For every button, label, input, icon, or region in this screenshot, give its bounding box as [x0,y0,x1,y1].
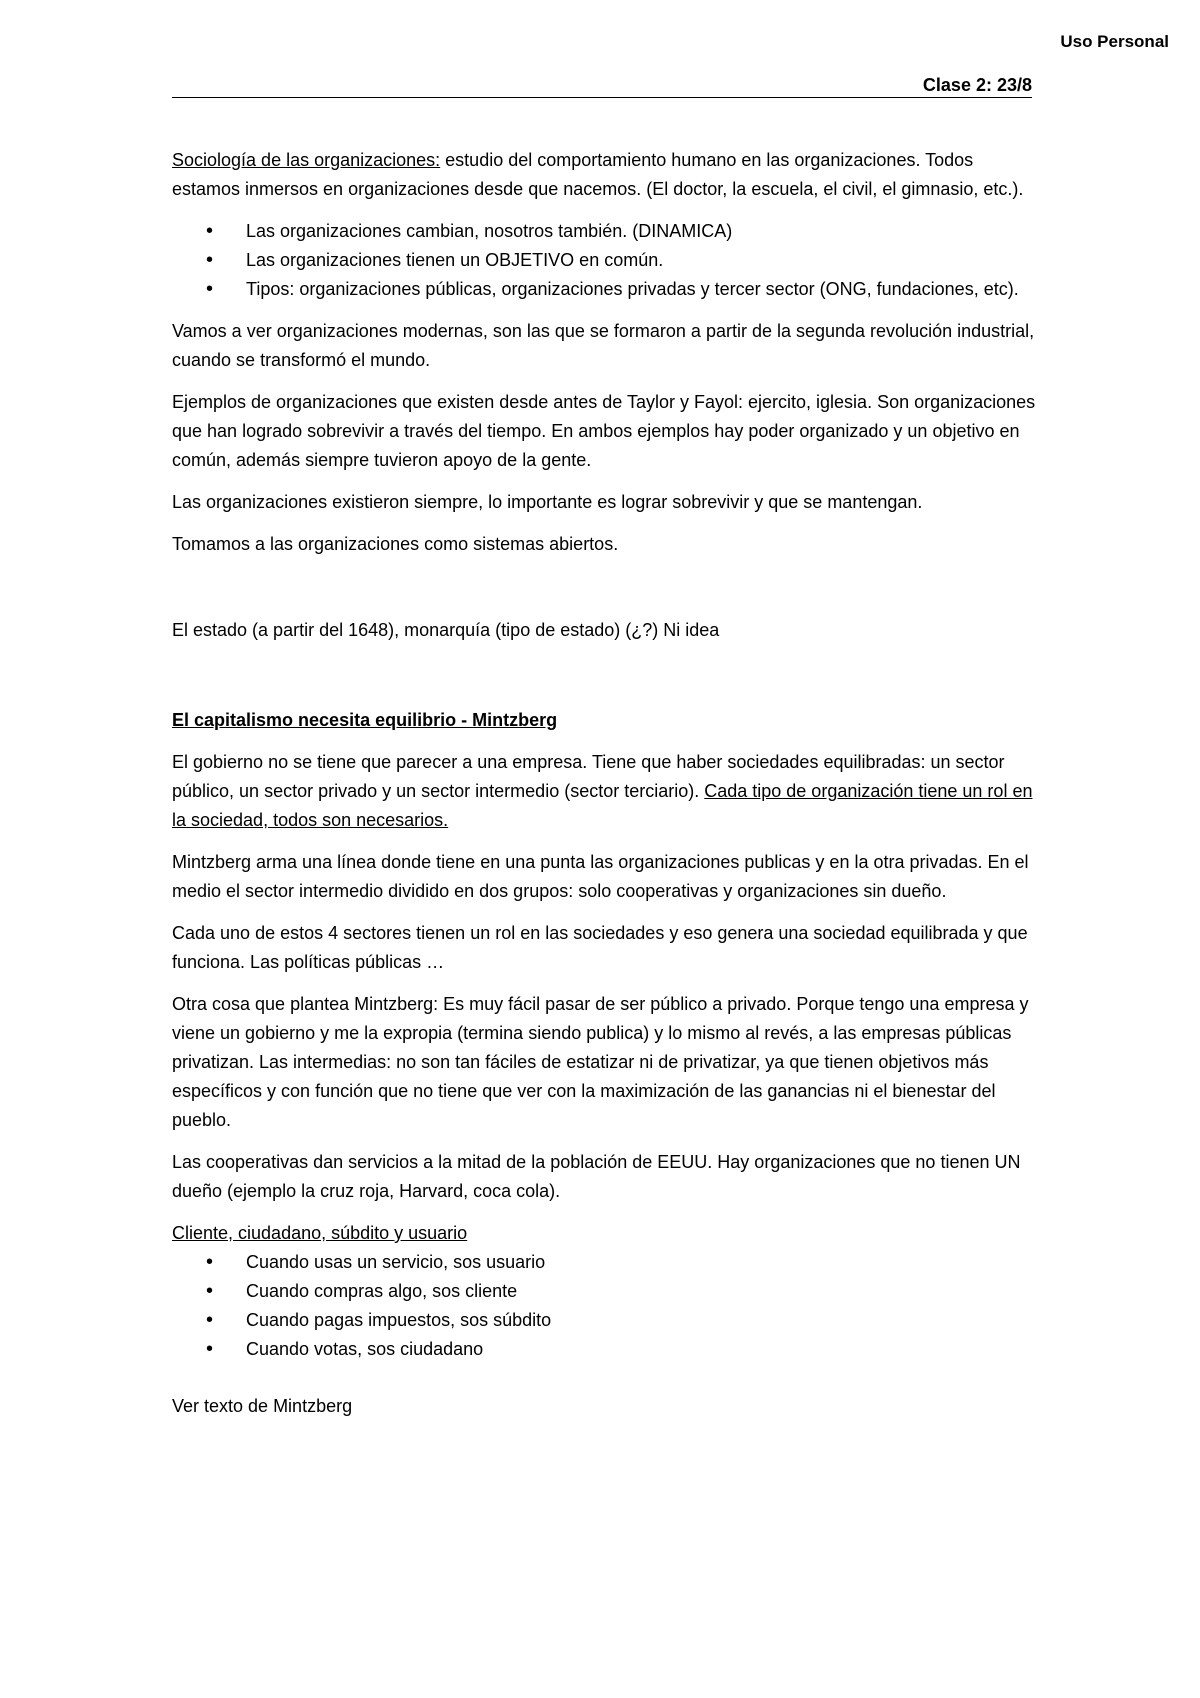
roles-list [172,1248,1042,1364]
list-item: • Tipos: organizaciones públicas, organizaciones privadas y tercer sector (ONG, fundaciones, etc). [172,275,1042,304]
closing-line: Ver texto de Mintzberg [172,1396,353,1416]
paragraph-linea: Mintzberg arma una línea donde tiene en una punta las organizaciones publicas y en la otra privadas. En el medio el sector intermedio dividido en dos grupos: solo cooperativas y organizaciones sin dueño. [172,852,1029,901]
page-header: Clase 2: 23/8 [172,74,1032,98]
section-title: El capitalismo necesita equilibrio - Mintzberg [172,710,558,730]
paragraph-existieron: Las organizaciones existieron siempre, lo importante es lograr sobrevivir y que se mantengan. [172,492,923,512]
paragraph-ejemplos: Ejemplos de organizaciones que existen desde antes de Taylor y Fayol: ejercito, iglesia. Son organizaciones que han logrado sobrevivir a través del tiempo. En ambos ejemplos hay poder organizado y un objetivo en común, además siempre tuvieron apoyo de la gente. [172,392,1036,470]
list-item: • Las organizaciones tienen un OBJETIVO en común. [172,246,1042,275]
gobierno-underlined: Cada tipo de organización tiene un rol en la sociedad, todos son necesarios. [172,781,1033,830]
watermark: Uso Personal [1060,32,1169,51]
paragraph-cooperativas: Las cooperativas dan servicios a la mitad de la población de EEUU. Hay organizaciones que no tienen UN dueño (ejemplo la cruz roja, Harvard, coca cola). [172,1152,1021,1201]
paragraph-estado: El estado (a partir del 1648), monarquía (tipo de estado) (¿?) Ni idea [172,620,720,640]
document-body [172,146,1042,1434]
intro-term: Sociología de las organizaciones: [172,150,441,170]
roles-title: Cliente, ciudadano, súbdito y usuario [172,1223,468,1243]
gobierno-text: El gobierno no se tiene que parecer a una empresa. Tiene que haber sociedades equilibradas: un sector público, un sector privado y un sector intermedio (sector terciario). [172,752,1005,801]
list-item: • Las organizaciones cambian, nosotros también. (DINAMICA) [172,217,1042,246]
paragraph-gobierno [172,748,1042,835]
list-item: • Cuando compras algo, sos cliente [172,1277,1042,1306]
list-item: • Cuando pagas impuestos, sos súbdito [172,1306,1042,1335]
intro-paragraph [172,146,1042,204]
paragraph-sistemas: Tomamos a las organizaciones como sistemas abiertos. [172,534,619,554]
paragraph-sectores: Cada uno de estos 4 sectores tienen un rol en las sociedades y eso genera una sociedad equilibrada y que funciona. Las políticas públicas … [172,923,1028,972]
list-item: • Cuando usas un servicio, sos usuario [172,1248,1042,1277]
list-item: • Cuando votas, sos ciudadano [172,1335,1042,1364]
paragraph-modernas: Vamos a ver organizaciones modernas, son las que se formaron a partir de la segunda revolución industrial, cuando se transformó el mundo. [172,321,1035,370]
paragraph-otra-cosa: Otra cosa que plantea Mintzberg: Es muy fácil pasar de ser público a privado. Porque tengo una empresa y viene un gobierno y me la expropia (termina siendo publica) y lo mismo al revés, a las empresas públicas privatizan. Las intermedias: no son tan fáciles de estatizar ni de privatizar, ya que tienen objetivos más específicos y con función que no tiene que ver con la maximización de las ganancias ni el bienestar del pueblo. [172,994,1029,1130]
organizaciones-list [172,217,1042,304]
intro-text: estudio del comportamiento humano en las organizaciones. Todos estamos inmersos en organizaciones desde que nacemos. (El doctor, la escuela, el civil, el gimnasio, etc.). [172,150,1024,199]
